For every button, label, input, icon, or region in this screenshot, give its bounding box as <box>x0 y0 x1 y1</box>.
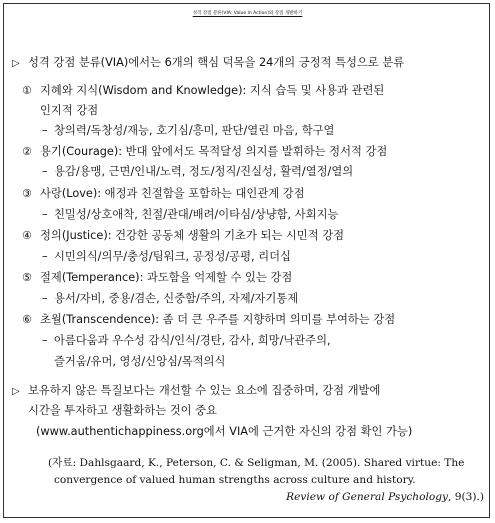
dash-bullet: – <box>42 334 48 347</box>
strengths-text: 시민의식/의무/충성/팀워크, 공정성/공평, 리더십 <box>54 250 291 263</box>
closing-text-cont: 시간을 투자하고 생활화하는 것이 중요 <box>28 404 217 417</box>
virtue-strengths <box>42 165 353 179</box>
virtue-number: ② <box>22 145 32 158</box>
closing-website-note: (www.authentichappiness.org에서 VIA에 근거한 자신의 강점 확인 가능) <box>36 425 413 438</box>
virtue-heading-cont: 인지적 강점 <box>40 104 99 117</box>
virtue-number: ① <box>22 84 32 97</box>
virtue-number: ⑤ <box>22 271 32 284</box>
virtue-heading: 정의(Justice): 건강한 공동체 생활의 기초가 되는 시민적 강점 <box>40 229 345 242</box>
citation-line: convergence of valued human strengths across culture and history. <box>54 474 416 486</box>
virtue-heading: 용기(Courage): 반대 앞에서도 목적달성 의지를 발휘하는 정서적 강점 <box>40 145 388 158</box>
strengths-text: 친밀성/상호애착, 친절/관대/배려/이타심/상냥함, 사회지능 <box>54 208 339 221</box>
closing-line <box>12 384 380 399</box>
virtue-strengths <box>42 124 334 138</box>
citation-line: (자료: Dahlsgaard, K., Peterson, C. & Seligman, M. (2005). Shared virtue: The <box>48 457 465 469</box>
virtue-number: ③ <box>22 187 32 200</box>
strengths-text: 용서/자비, 중용/겸손, 신중함/주의, 자제/자기통제 <box>54 292 299 305</box>
virtue-item <box>22 145 387 159</box>
arrow-bullet-icon: ▷ <box>12 386 20 397</box>
virtue-item <box>22 313 395 327</box>
virtue-heading: 지혜와 지식(Wisdom and Knowledge): 지식 습득 및 사용과 관련된 <box>40 84 385 97</box>
arrow-bullet-icon: ▷ <box>12 58 20 69</box>
virtue-strengths <box>42 292 298 306</box>
virtue-strengths <box>42 208 338 222</box>
journal-name: Review of General Psychology <box>286 491 449 503</box>
virtue-item <box>22 84 384 98</box>
strengths-text: 창의력/독창성/재능, 호기심/흥미, 판단/열린 마음, 학구열 <box>54 124 335 137</box>
dash-bullet: – <box>42 292 48 305</box>
dash-bullet: – <box>42 250 48 263</box>
virtue-strengths <box>42 250 291 264</box>
citation <box>48 455 484 506</box>
virtue-heading: 절제(Temperance): 과도함을 억제할 수 있는 강점 <box>40 271 293 284</box>
dash-bullet: – <box>42 165 48 178</box>
strengths-text: 용감/용맹, 근면/인내/노력, 정도/정직/진실성, 활력/열정/열의 <box>54 165 354 178</box>
virtue-heading: 사랑(Love): 애정과 친절함을 포함하는 대인관계 강점 <box>40 187 305 200</box>
closing-text: 보유하지 않은 특질보다는 개선할 수 있는 요소에 집중하며, 강점 개발에 <box>28 384 381 397</box>
dash-bullet: – <box>42 124 48 137</box>
page-title: 성격 강점 분류(VIA: Value In Action)와 강점 개발하기 <box>192 11 303 16</box>
virtue-number: ④ <box>22 229 32 242</box>
virtue-heading: 초월(Transcendence): 좀 더 큰 우주를 지향하며 의미를 부여하는 강점 <box>40 313 396 326</box>
virtue-number: ⑥ <box>22 313 32 326</box>
intro-text: 성격 강점 분류(VIA)에서는 6개의 핵심 덕목을 24개의 긍정적 특성으로 분류 <box>28 56 405 69</box>
strengths-text: 아름다움과 우수성 감식/인식/경탄, 감사, 희망/낙관주의, <box>54 334 331 347</box>
intro-line <box>12 56 404 71</box>
citation-line <box>48 489 484 506</box>
dash-bullet: – <box>42 208 48 221</box>
virtue-item <box>22 271 292 285</box>
virtue-item <box>22 187 305 201</box>
virtue-item <box>22 229 344 243</box>
journal-volume: , 9(3).) <box>448 491 484 503</box>
strengths-text-cont: 즐거움/유머, 영성/신앙심/목적의식 <box>54 355 226 368</box>
virtue-strengths <box>42 334 331 348</box>
